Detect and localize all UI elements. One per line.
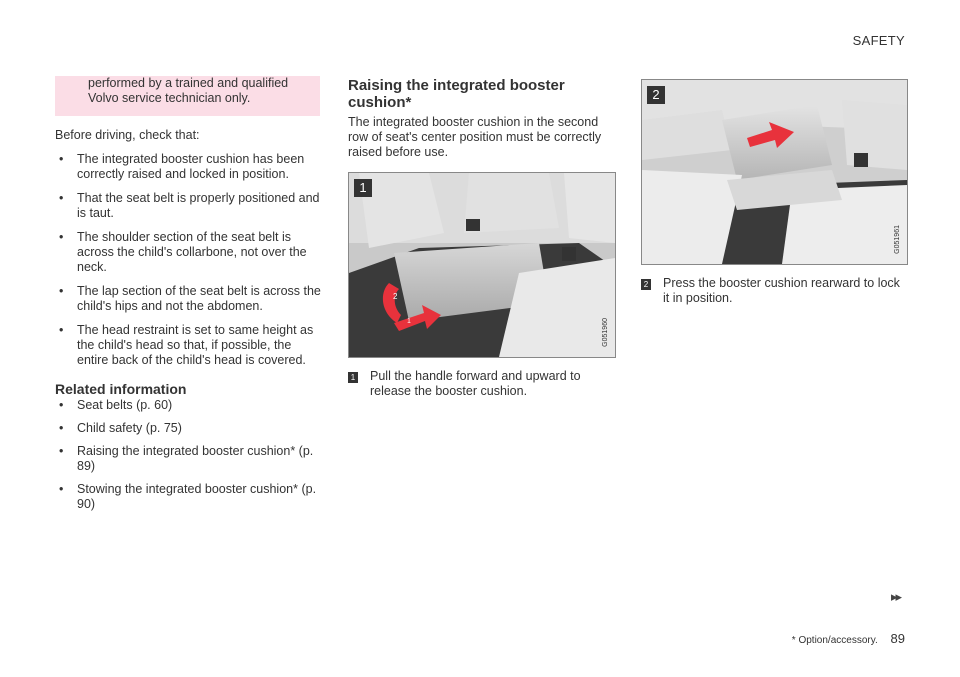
page-number: 89 — [890, 631, 905, 646]
figure-badge: 2 — [647, 86, 665, 104]
checklist-intro: Before driving, check that: — [55, 128, 200, 142]
caption-text: Press the booster cushion rearward to lock it in position. — [663, 276, 900, 305]
image-code: G051960 — [602, 318, 609, 347]
section-header: SAFETY — [852, 33, 905, 48]
checklist — [55, 152, 323, 368]
warning-text: performed by a trained and qualified Volvo service technician only. — [88, 76, 289, 105]
figure-1-caption — [348, 369, 588, 399]
arrow-label: 1 — [407, 318, 411, 325]
footnote: * Option/accessory. — [791, 635, 878, 646]
section-lead: The integrated booster cushion in the second row of seat's center position must be correctly raised before use. — [348, 115, 602, 159]
seat-illustration-1 — [349, 173, 615, 357]
left-column — [55, 128, 323, 520]
related-link[interactable]: • Stowing the integrated booster cushion* (p. 90) — [55, 482, 323, 512]
checklist-item: • The integrated booster cushion has been correctly raised and locked in position. — [55, 152, 323, 182]
image-code: G051961 — [894, 225, 901, 254]
figure-badge: 1 — [354, 179, 372, 197]
related-link[interactable]: • Child safety (p. 75) — [55, 421, 323, 436]
middle-column — [348, 77, 614, 160]
page-footer — [792, 631, 905, 646]
caption-text: Pull the handle forward and upward to release the booster cushion. — [370, 369, 581, 398]
related-heading: Related information — [55, 381, 187, 397]
related-list — [55, 398, 323, 512]
related-link[interactable]: • Seat belts (p. 60) — [55, 398, 323, 413]
caption-number: 2 — [641, 279, 651, 290]
warning-box — [55, 76, 320, 116]
next-page-arrows-icon[interactable]: ▸▸ — [890, 589, 900, 604]
related-link[interactable]: • Raising the integrated booster cushion* (p. 89) — [55, 444, 323, 474]
figure-2-caption — [641, 276, 906, 306]
figure-1-image — [348, 172, 616, 358]
checklist-item: • The head restraint is set to same height as the child's head so that, if possible, the entire back of the child's head is covered. — [55, 323, 323, 368]
checklist-item: • That the seat belt is properly positioned and is taut. — [55, 191, 323, 221]
checklist-item: • The lap section of the seat belt is across the child's hips and not the abdomen. — [55, 284, 323, 314]
figure-2-image — [641, 79, 908, 265]
arrow-label: 2 — [393, 292, 398, 301]
checklist-item: • The shoulder section of the seat belt is across the child's collarbone, not over the neck. — [55, 230, 323, 275]
caption-number: 1 — [348, 372, 358, 383]
section-title: Raising the integrated booster cushion* — [348, 77, 565, 111]
seat-illustration-2 — [642, 80, 907, 264]
